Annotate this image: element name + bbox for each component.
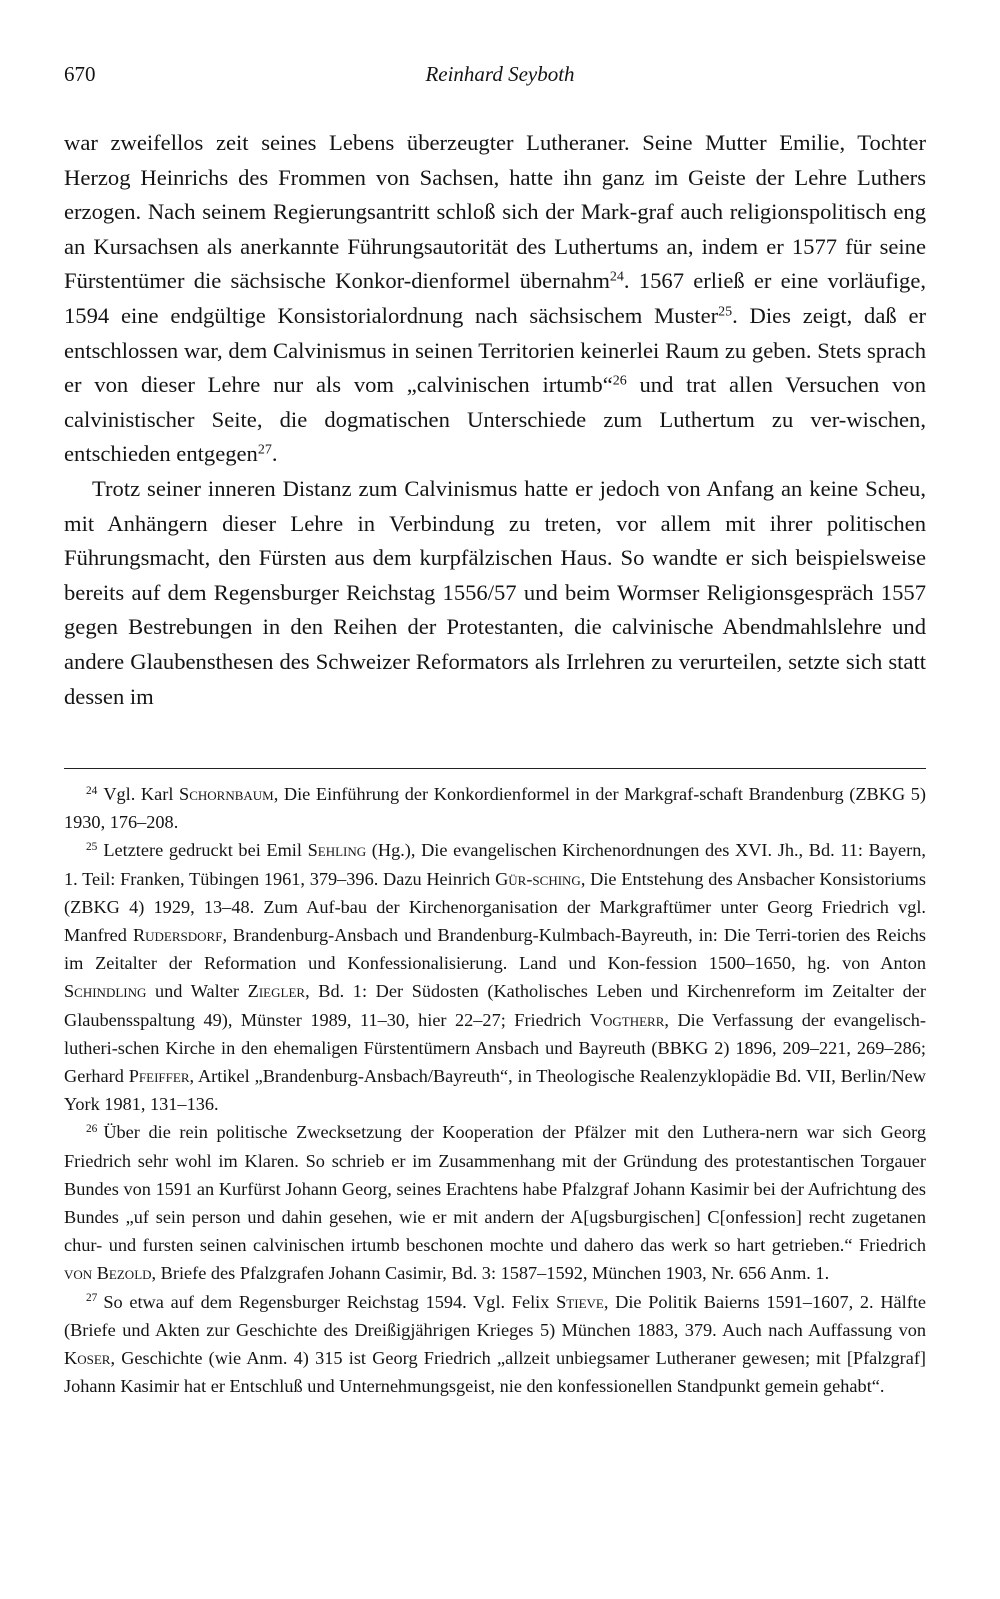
footnote-text: So etwa auf dem Regensburger Reichstag 1594. Vgl. Felix xyxy=(103,1291,557,1312)
body-text: . Dies zeigt, daß er entschlossen war, dem Calvinismus in seinen Territorien keinerlei Raum zu geben. Stets sprach er von dieser Lehre nur als vom „calvinischen irtumb“ xyxy=(64,302,926,398)
author-name: von Bezold xyxy=(64,1263,152,1284)
footnote-25 xyxy=(64,836,926,1118)
footnote-text: , Die Politik Baierns 1591–1607, 2. Hälfte (Briefe und Akten zur Geschichte des Dreißigjährigen Krieges 5) München 1883, 379. Auch nach Auffassung von xyxy=(64,1291,926,1340)
footnote-ref-27: 27 xyxy=(257,442,272,458)
body-text: und trat allen Versuchen von calvinistischer Seite, die dogmatischen Unterschiede zum Luthertum zu ver-wischen, entschieden entgegen xyxy=(64,372,927,467)
footnote-separator xyxy=(64,768,926,769)
page-number: 670 xyxy=(64,62,96,86)
footnote-text: , Briefe des Pfalzgrafen Johann Casimir, Bd. 3: 1587–1592, München 1903, Nr. 656 Anm. 1. xyxy=(151,1263,830,1284)
running-title: Reinhard Seyboth xyxy=(425,62,575,86)
footnote-text: , Brandenburg-Ansbach und Brandenburg-Kulmbach-Bayreuth, in: Die Terri-torien des Reichs im Zeitalter der Reformation und Konfessionalisierung. Land und Kon-fession 1500–1650, hg. von Anton xyxy=(64,925,926,974)
footnote-text: , Die Einführung der Konkordienformel in der Markgraf-schaft Brandenburg (ZBKG 5) 1930, 176–208. xyxy=(64,784,926,833)
author-name: Schindling xyxy=(64,981,147,1002)
footnote-number: 27 xyxy=(86,1292,98,1305)
author-name: Vogtherr xyxy=(589,1009,665,1030)
author-name: Schornbaum xyxy=(179,784,274,804)
footnote-number: 25 xyxy=(86,841,98,854)
footnote-text: Vgl. Karl xyxy=(103,784,180,804)
footnotes xyxy=(64,780,926,1400)
footnote-ref-24: 24 xyxy=(609,269,624,285)
footnote-text: , Artikel „Brandenburg-Ansbach/Bayreuth“, in Theologische Realenzyklopädie Bd. VII, Berlin/New York 1981, 131–136. xyxy=(64,1066,926,1115)
body-text: war zweifellos zeit seines Lebens überzeugter Lutheraner. Seine Mutter Emilie, Tochter Herzog Heinrichs des Frommen von Sachsen, hatte ihn ganz im Geiste der Lehre Luthers erzogen. Nach seinem Regierungsantritt schloß sich der Mark-graf auch religionspolitisch eng an Kursachsen als anerkannte Führungsautorität des Luthertums an, indem er 1577 für seine Fürstentümer die sächsische Konkor-dienformel übernahm xyxy=(64,130,926,294)
footnote-text: , Bd. 1: Der Südosten (Katholisches Leben und Kirchenreform im Zeitalter der Glaubensspaltung 49), Münster 1989, 11–30, hier 22–27; Friedrich xyxy=(64,981,926,1030)
footnote-text: , Geschichte (wie Anm. 4) 315 ist Georg Friedrich „allzeit unbiegsamer Lutheraner gewesen; mit [Pfalzgraf] Johann Kasimir hat er Entschluß und Unternehmungsgeist, nie den konfessionellen Standpunkt gemein gehabt“. xyxy=(64,1348,926,1397)
footnote-number: 26 xyxy=(86,1123,98,1136)
body-text: . 1567 erließ er eine vorläufige, 1594 eine endgültige Konsistorialordnung nach sächsischem Muster xyxy=(64,268,926,328)
body-paragraph-2: Trotz seiner inneren Distanz zum Calvinismus hatte er jedoch von Anfang an keine Scheu, mit Anhängern dieser Lehre in Verbindung zu treten, vor allem mit ihrer politischen Führungsmacht, den Fürsten aus dem kurpfälzischen Haus. So wandte er sich beispielsweise bereits auf dem Regensburger Reichstag 1556/57 und beim Wormser Religionsgespräch 1557 gegen Bestrebungen in den Reihen der Protestanten, die calvinische Abendmahlslehre und andere Glaubensthesen des Schweizer Reformators als Irrlehren zu verurteilen, setzte sich statt dessen im xyxy=(64,475,926,709)
footnote-text: Letztere gedruckt bei Emil xyxy=(103,840,308,861)
footnote-27 xyxy=(64,1288,926,1401)
body-paragraph-1 xyxy=(64,126,926,472)
footnote-text: , Die Entstehung des Ansbacher Konsistoriums (ZBKG 4) 1929, 13–48. Zum Auf-bau der Kirchenorganisation der Markgraftümer unter Georg Friedrich vgl. Manfred xyxy=(64,868,926,946)
author-name: Ziegler xyxy=(247,981,306,1002)
footnote-ref-25: 25 xyxy=(718,304,733,320)
footnote-text: und Walter xyxy=(146,981,248,1002)
footnote-number: 24 xyxy=(86,784,98,797)
body-text: . xyxy=(271,441,278,467)
author-name: Sehling xyxy=(307,840,367,861)
author-name: Rudersdorf xyxy=(132,925,223,946)
author-name: Koser xyxy=(64,1348,111,1369)
footnote-24 xyxy=(64,780,926,836)
footnote-text: Über die rein politische Zwecksetzung der Kooperation der Pfälzer mit den Luthera-nern war sich Georg Friedrich sehr wohl im Klaren. So schrieb er im Zusammenhang mit der Gründung des protestantischen Torgauer Bundes von 1591 an Kurfürst Johann Georg, seines Erachtens habe Pfalzgraf Johann Kasimir bei der Aufrichtung des Bundes „uf sein person und dahin gesehen, wie er mit andern der A[ugsburgischen] C[onfession] recht zugetanen chur- und fursten seinen calvinischen irtumb beschonen mochte und dahero das werk so hart getrieben.“ Friedrich xyxy=(64,1122,926,1256)
footnote-text: (Hg.), Die evangelischen Kirchenordnungen des XVI. Jh., Bd. 11: Bayern, 1. Teil: Franken, Tübingen 1961, 379–396. Dazu Heinrich xyxy=(64,840,926,889)
footnote-ref-26: 26 xyxy=(612,373,627,389)
author-name: Pfeiffer xyxy=(128,1066,190,1087)
main-text xyxy=(64,126,926,714)
author-name: Gür-sching xyxy=(495,868,581,889)
author-name: Stieve xyxy=(556,1291,604,1312)
footnote-26 xyxy=(64,1118,926,1287)
footnote-text: , Die Verfassung der evangelisch-lutheri-schen Kirche in den ehemaligen Fürstentümern Ansbach und Bayreuth (BBKG 2) 1896, 209–221, 269–286; Gerhard xyxy=(64,1009,926,1087)
